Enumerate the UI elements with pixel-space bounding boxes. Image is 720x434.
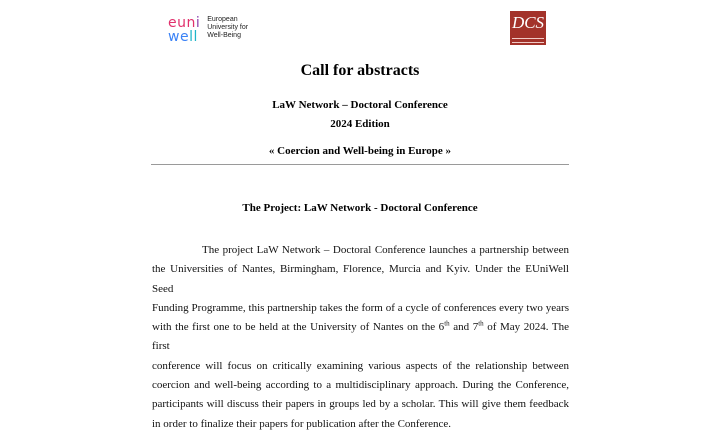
euniwell-logo [168, 16, 248, 46]
paragraph-text: with the first one to be held at the University of Nantes on the 6 [152, 321, 445, 334]
paragraph-text: and 7 [449, 321, 479, 334]
euniwell-mark-icon [168, 16, 200, 44]
euniwell-logo-text [207, 16, 248, 40]
euniwell-text-line: European [207, 16, 238, 23]
conference-name: LaW Network – Doctoral Conference [272, 99, 448, 111]
paragraph-line: conference will focus on critically examining various aspects of the relationship between [152, 359, 569, 372]
section-title: The Project: LaW Network - Doctoral Conference [242, 202, 478, 214]
euniwell-text-line: Well-Being [207, 32, 241, 39]
euniwell-text-line: University for [207, 24, 249, 31]
ordinal-suffix: th [478, 319, 484, 328]
paragraph-line: in order to finalize their papers for publication after the Conference. [152, 417, 452, 430]
paragraph-line: The project LaW Network – Doctoral Conference launches a partnership between [202, 244, 569, 256]
paragraph-text: of May 2024. The first [152, 321, 569, 353]
document-title: Call for abstracts [300, 62, 420, 79]
paragraph-line: coercion and well-being according to a multidisciplinary approach. During the Conference, [152, 379, 569, 392]
ordinal-suffix: th [444, 319, 450, 328]
euniwell-mark-part: ll [189, 29, 198, 45]
dcs-logo-letters: DCS [511, 13, 545, 32]
dcs-logo-rule [512, 38, 544, 43]
euniwell-mark-part: i [195, 15, 201, 31]
dcs-logo [510, 11, 546, 45]
project-paragraph [152, 241, 569, 434]
horizontal-divider [151, 164, 569, 165]
euniwell-mark-part: we [168, 29, 190, 45]
conference-theme: « Coercion and Well-being in Europe » [268, 145, 452, 157]
paragraph-line: Funding Programme, this partnership takes the form of a cycle of conferences every two years [152, 301, 569, 314]
euniwell-mark-part: eun [168, 15, 196, 31]
paragraph-line [152, 318, 569, 357]
paragraph-line: the Universities of Nantes, Birmingham, Florence, Murcia and Kyiv. Under the EUniWell Seed [152, 263, 569, 295]
conference-edition: 2024 Edition [330, 118, 390, 130]
paragraph-line: participants will discuss their papers in groups led by a scholar. This will give them feedback [152, 398, 569, 411]
